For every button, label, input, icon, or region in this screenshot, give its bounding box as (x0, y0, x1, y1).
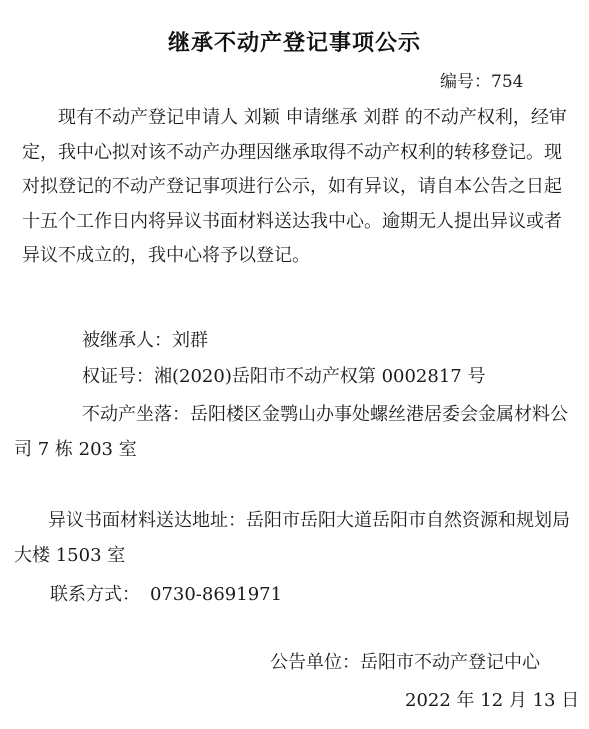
location-label: 不动产坐落： (82, 404, 190, 425)
location-value: 岳阳楼区金鹗山办事处螺丝港居委会金属材料公司 7 栋 203 室 (14, 404, 568, 460)
contact-label: 联系方式： (50, 584, 140, 605)
document-title: 继承不动产登记事项公示 (167, 31, 421, 56)
objection-address-field (14, 504, 584, 573)
serial-number: 编号：754 (440, 72, 524, 92)
issuing-unit-value: 岳阳市不动产登记中心 (360, 652, 540, 673)
objection-address-value: 岳阳市岳阳大道岳阳市自然资源和规划局大楼 1503 室 (14, 510, 570, 566)
notice-body: 现有不动产登记申请人 刘颖 申请继承 刘群 的不动产权利，经审定，我中心拟对该不动产办理因继承取得不动产权利的转移登记。现对拟登记的不动产登记事项进行公示，如有异议，请自本公告之日起十五个工作日内将异议书面材料送达我中心。逾期无人提出异议或者异议不成立的，我中心将予以登记。 (22, 107, 567, 266)
issuing-unit (270, 648, 540, 674)
heir-label: 被继承人： (82, 330, 172, 351)
heir-field (82, 324, 208, 359)
certificate-field (82, 360, 485, 395)
objection-address-label: 异议书面材料送达地址： (48, 510, 246, 531)
issuing-unit-label: 公告单位： (270, 652, 360, 673)
location-field (14, 398, 584, 467)
contact-field (50, 578, 282, 613)
contact-value: 0730-8691971 (150, 584, 283, 605)
certificate-value: 湘(2020)岳阳市不动产权第 0002817 号 (154, 366, 486, 387)
certificate-label: 权证号： (82, 366, 154, 387)
notice-date: 2022 年 12 月 13 日 (405, 690, 580, 711)
heir-value: 刘群 (172, 330, 208, 351)
